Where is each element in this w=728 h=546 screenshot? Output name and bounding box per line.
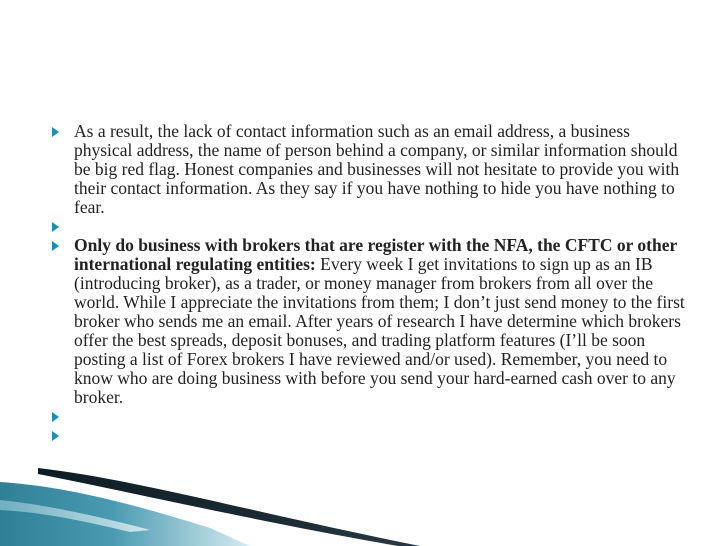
bullet-item-empty [52, 426, 692, 445]
bullet-text: Every week I get invitations to sign up as an IB (introducing broker), as a trader, or money manager from brokers from all over the world. While I appreciate the invitations from them; I don’t just send money to the first broker who sends me an email. After years of research I have determine which brokers offer the best spreads, deposit bonuses, and trading platform features (I’ll be soon posting a list of Forex brokers I have reviewed and/or used). Remember, you need to know who are doing business with before you send your hard-earned cash over to any broker. [74, 254, 685, 407]
triangle-bullet-icon [52, 222, 59, 232]
slide-body [52, 122, 692, 445]
teal-swoosh-band [0, 482, 250, 546]
bullet-item [52, 122, 692, 217]
bullet-item [52, 236, 692, 407]
bullet-bold-lead: Only do business with brokers that are register with the NFA, the CFTC or other international regulating entities: [74, 235, 677, 274]
bullet-text: As a result, the lack of contact information such as an email address, a business physical address, the name of person behind a company, or similar information should be big red flag. Honest companies and businesses will not hesitate to provide you with their contact information. As they say if you have nothing to hide you have nothing to fear. [74, 121, 680, 217]
triangle-bullet-icon [52, 241, 59, 251]
triangle-bullet-icon [52, 127, 59, 137]
triangle-bullet-icon [52, 412, 59, 422]
bullet-item-empty [52, 407, 692, 426]
triangle-bullet-icon [52, 431, 59, 441]
dark-swoosh-band [38, 468, 420, 546]
bullet-item-empty [52, 217, 692, 236]
light-swoosh-band [0, 500, 150, 532]
